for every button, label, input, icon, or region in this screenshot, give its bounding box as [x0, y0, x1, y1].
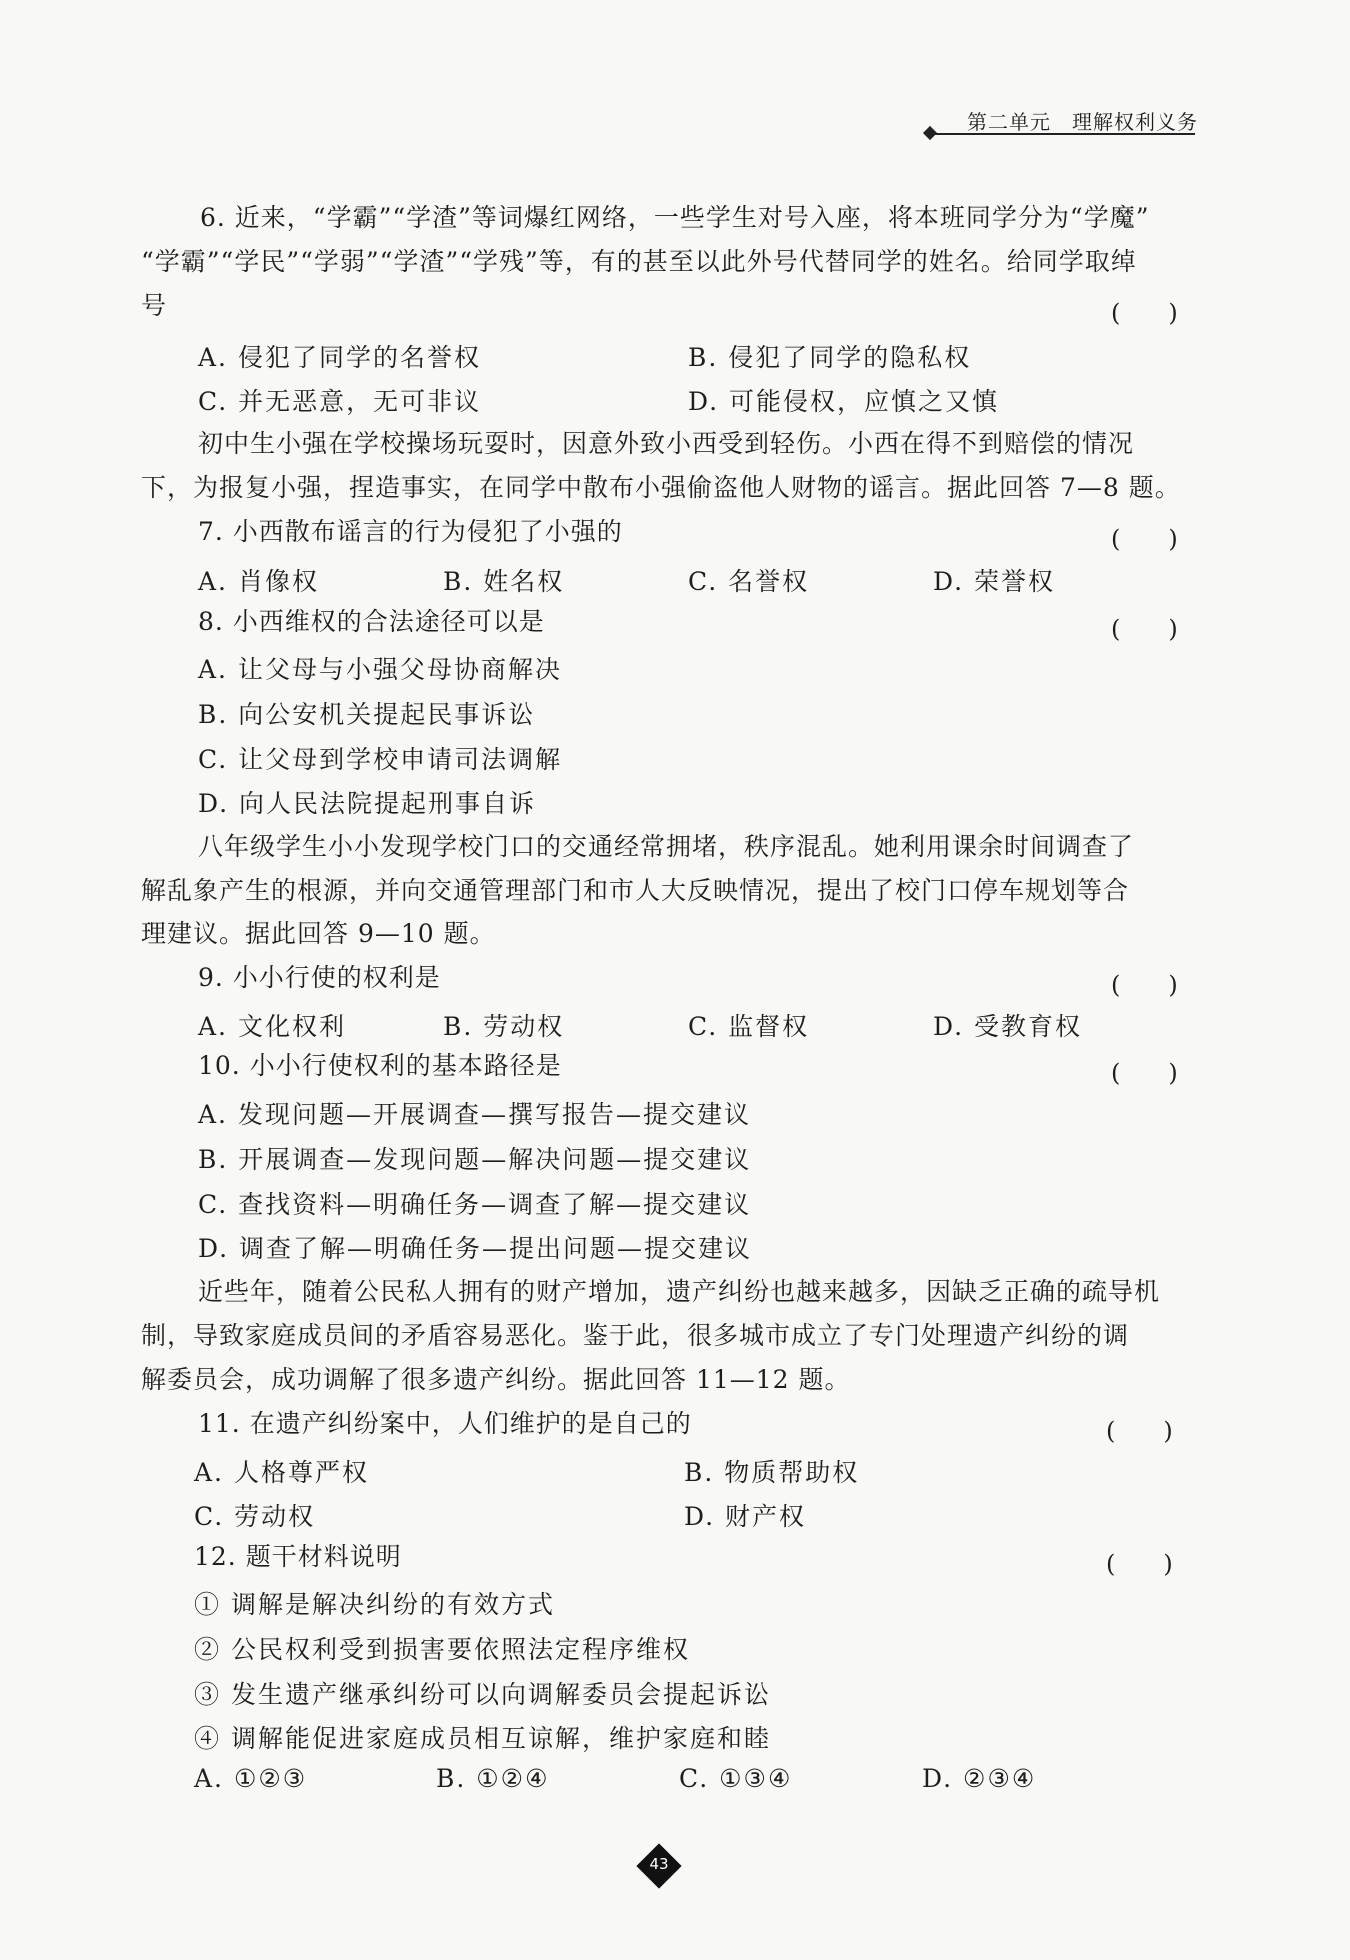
q9-option-c: C. 监督权 — [688, 1012, 810, 1041]
q12-answer-blank: ( ) — [1106, 1550, 1173, 1578]
q6-option-d: D. 可能侵权，应慎之又慎 — [688, 387, 1000, 416]
material-9-10-line1: 八年级学生小小发现学校门口的交通经常拥堵，秩序混乱。她利用课余时间调查了 — [198, 832, 1135, 861]
q7-option-b: B. 姓名权 — [443, 567, 565, 596]
material-11-12-line1: 近些年，随着公民私人拥有的财产增加，遗产纠纷也越来越多，因缺乏正确的疏导机 — [198, 1277, 1161, 1306]
q10-answer-blank: ( ) — [1111, 1059, 1178, 1087]
q10-option-a: A. 发现问题—开展调查—撰写报告—提交建议 — [198, 1100, 751, 1129]
q12-option-c: C. ①③④ — [679, 1764, 793, 1793]
q7-option-a: A. 肖像权 — [198, 567, 319, 596]
q7-option-d: D. 荣誉权 — [933, 567, 1056, 596]
q6-option-b: B. 侵犯了同学的隐私权 — [688, 343, 972, 372]
q12-statement-4: ④ 调解能促进家庭成员相互谅解，维护家庭和睦 — [194, 1724, 771, 1753]
q6-stem-line3: 号 — [141, 291, 168, 320]
unit-title: 第二单元 理解权利义务 — [967, 110, 1198, 134]
q12-option-a: A. ①②③ — [194, 1764, 308, 1793]
q12-option-d: D. ②③④ — [922, 1764, 1037, 1793]
page-number: 43 — [649, 1855, 669, 1873]
q11-answer-blank: ( ) — [1106, 1417, 1173, 1445]
q7-answer-blank: ( ) — [1111, 525, 1178, 553]
q10-option-d: D. 调查了解—明确任务—提出问题—提交建议 — [198, 1234, 753, 1263]
q8-option-d: D. 向人民法院提起刑事自诉 — [198, 789, 537, 818]
q6-stem-line1: 6. 近来，“学霸”“学渣”等词爆红网络，一些学生对号入座，将本班同学分为“学魔” — [200, 203, 1150, 232]
material-7-8-line2: 下，为报复小强，捏造事实，在同学中散布小强偷盗他人财物的谣言。据此回答 7—8 题。 — [141, 473, 1181, 502]
q9-stem: 9. 小小行使的权利是 — [198, 963, 441, 992]
q9-answer-blank: ( ) — [1111, 971, 1178, 999]
q11-stem: 11. 在遗产纠纷案中，人们维护的是自己的 — [198, 1409, 692, 1438]
material-7-8-line1: 初中生小强在学校操场玩耍时，因意外致小西受到轻伤。小西在得不到赔偿的情况 — [198, 429, 1135, 458]
material-9-10-line2: 解乱象产生的根源，并向交通管理部门和市人大反映情况，提出了校门口停车规划等合 — [141, 876, 1130, 905]
q11-option-b: B. 物质帮助权 — [684, 1458, 860, 1487]
q12-option-b: B. ①②④ — [436, 1764, 550, 1793]
q11-option-a: A. 人格尊严权 — [194, 1458, 369, 1487]
q8-option-b: B. 向公安机关提起民事诉讼 — [198, 700, 536, 729]
q9-option-d: D. 受教育权 — [933, 1012, 1083, 1041]
q11-option-d: D. 财产权 — [684, 1502, 807, 1531]
q12-statement-2: ② 公民权利受到损害要依照法定程序维权 — [194, 1635, 690, 1664]
q7-option-c: C. 名誉权 — [688, 567, 810, 596]
q12-stem: 12. 题干材料说明 — [194, 1542, 402, 1571]
q10-stem: 10. 小小行使权利的基本路径是 — [198, 1051, 562, 1080]
q6-stem-line2: “学霸”“学民”“学弱”“学渣”“学残”等，有的甚至以此外号代替同学的姓名。给同学取绰 — [141, 247, 1137, 276]
q9-option-b: B. 劳动权 — [443, 1012, 565, 1041]
q8-answer-blank: ( ) — [1111, 615, 1178, 643]
material-11-12-line2: 制，导致家庭成员间的矛盾容易恶化。鉴于此，很多城市成立了专门处理遗产纠纷的调 — [141, 1321, 1130, 1350]
q10-option-c: C. 查找资料—明确任务—调查了解—提交建议 — [198, 1190, 752, 1219]
q12-statement-1: ① 调解是解决纠纷的有效方式 — [194, 1590, 555, 1619]
q7-stem: 7. 小西散布谣言的行为侵犯了小强的 — [198, 517, 623, 546]
material-11-12-line3: 解委员会，成功调解了很多遗产纠纷。据此回答 11—12 题。 — [141, 1365, 851, 1394]
page-number-badge — [637, 1844, 681, 1888]
q9-option-a: A. 文化权利 — [198, 1012, 346, 1041]
q6-option-c: C. 并无恶意，无可非议 — [198, 387, 482, 416]
q12-statement-3: ③ 发生遗产继承纠纷可以向调解委员会提起诉讼 — [194, 1680, 771, 1709]
q10-option-b: B. 开展调查—发现问题—解决问题—提交建议 — [198, 1145, 752, 1174]
q11-option-c: C. 劳动权 — [194, 1502, 316, 1531]
q8-option-a: A. 让父母与小强父母协商解决 — [198, 655, 562, 684]
q8-stem: 8. 小西维权的合法途径可以是 — [198, 607, 545, 636]
q6-answer-blank: ( ) — [1111, 299, 1178, 327]
q6-option-a: A. 侵犯了同学的名誉权 — [198, 343, 481, 372]
q8-option-c: C. 让父母到学校申请司法调解 — [198, 745, 563, 774]
material-9-10-line3: 理建议。据此回答 9—10 题。 — [141, 919, 496, 948]
